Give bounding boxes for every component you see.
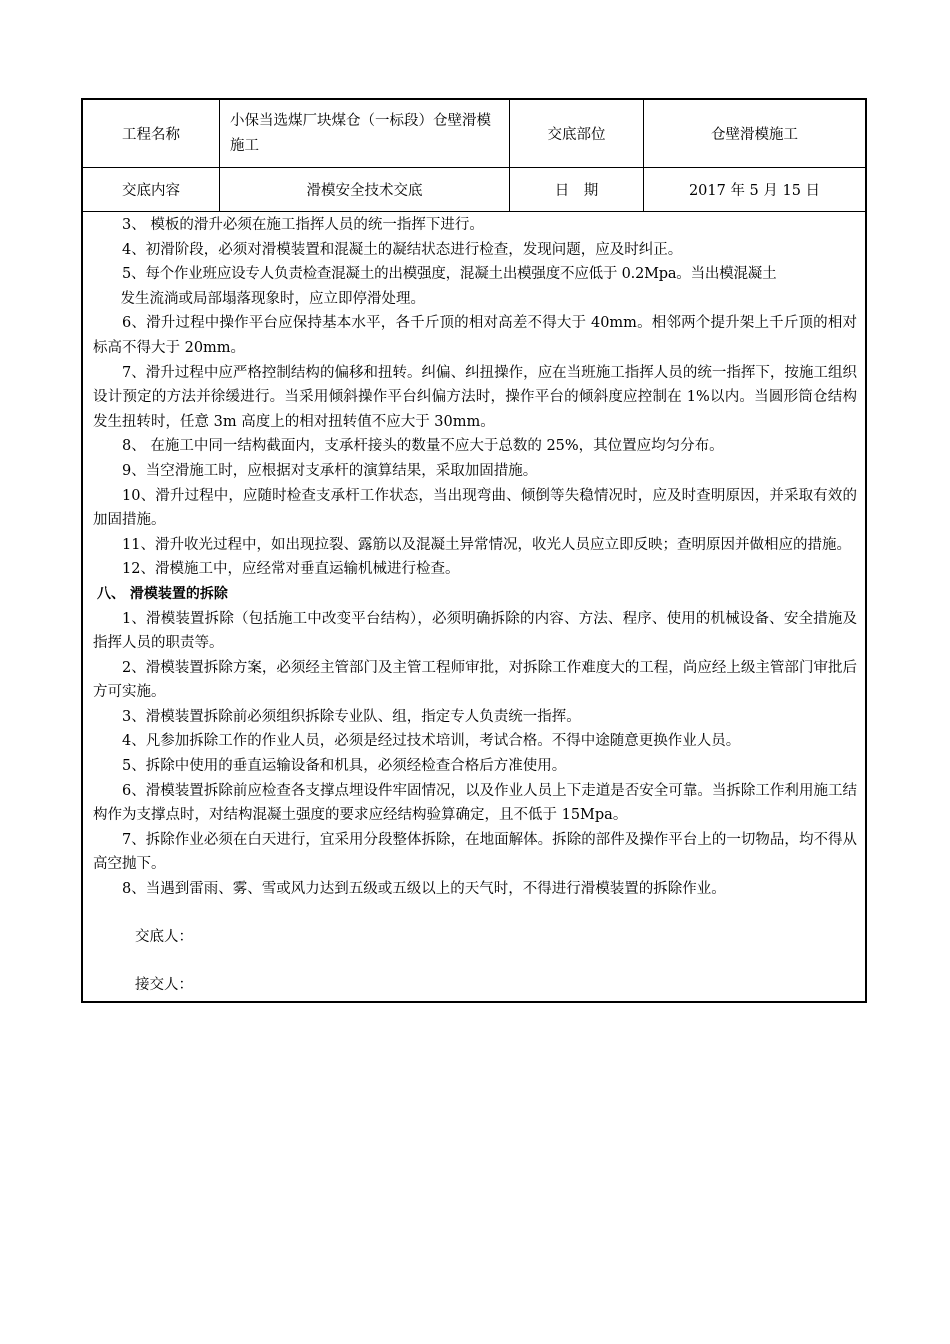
section-8-item-2: 2、滑模装置拆除方案，必须经主管部门及主管工程师审批，对拆除工作难度大的工程，尚应经上级主管部门审批后方可实施。 — [93, 659, 857, 701]
section-8-item-4: 4、凡参加拆除工作的作业人员，必须是经过技术培训，考试合格。不得中途随意更换作业人员。 — [122, 733, 741, 750]
content-label: 交底内容 — [83, 168, 220, 211]
header-row-1 — [83, 100, 865, 168]
section-8-item-8: 8、当遇到雷雨、雾、雪或风力达到五级或五级以上的天气时，不得进行滑模装置的拆除作业。 — [122, 881, 726, 898]
item-3: 3、 模板的滑升必须在施工指挥人员的统一指挥下进行。 — [122, 217, 484, 233]
item-10: 10、滑升过程中，应随时检查支承杆工作状态，当出现弯曲、倾倒等失稳情况时，应及时查明原因，并采取有效的加固措施。 — [93, 487, 857, 529]
item-6: 6、滑升过程中操作平台应保持基本水平，各千斤顶的相对高差不得大于 40mm。相邻两个提升架上千斤顶的相对标高不得大于 20mm。 — [93, 315, 857, 356]
receiver-label: 接交人： — [135, 976, 194, 993]
content-value: 滑模安全技术交底 — [220, 168, 510, 211]
signer-label: 交底人： — [135, 928, 194, 945]
item-7: 7、滑升过程中应严格控制结构的偏移和扭转。纠偏、纠扭操作，应在当班施工指挥人员的统一指挥下，按施工组织设计预定的方法并徐缓进行。当采用倾斜操作平台纠偏方法时，操作平台的倾斜度应控制在 1%以内。当圆形筒仓结构发生扭转时，任意 3m 高度上的相对扭转值不应大于 30mm。 — [93, 364, 857, 430]
date-value: 2017 年 5 月 15 日 — [688, 183, 821, 199]
item-8: 8、 在施工中同一结构截面内，支承杆接头的数量不应大于总数的 25%，其位置应均匀分布。 — [122, 438, 724, 455]
item-5-line-2: 发生流淌或局部塌落现象时，应立即停滑处理。 — [120, 290, 426, 307]
section-8-item-5: 5、拆除中使用的垂直运输设备和机具，必须经检查合格后方准使用。 — [122, 758, 567, 775]
item-11: 11、滑升收光过程中，如出现拉裂、露筋以及混凝土异常情况，收光人员应立即反映；查明原因并做相应的措施。 — [122, 536, 851, 553]
header-row-2 — [83, 168, 865, 212]
item-4: 4、初滑阶段，必须对滑模装置和混凝土的凝结状态进行检查，发现问题，应及时纠正。 — [122, 241, 683, 258]
section-8-item-6: 6、滑模装置拆除前应检查各支撑点埋设件牢固情况，以及作业人员上下走道是否安全可靠。当拆除工作利用施工结构作为支撑点时，对结构混凝土强度的要求应经结构验算确定，且不低于 15Mpa。 — [93, 782, 857, 824]
item-12: 12、滑模施工中，应经常对垂直运输机械进行检查。 — [122, 561, 460, 578]
section-8-item-7: 7、拆除作业必须在白天进行，宜采用分段整体拆除，在地面解体。拆除的部件及操作平台上的一切物品，均不得从高空抛下。 — [93, 831, 857, 873]
location-label: 交底部位 — [510, 100, 644, 167]
disclosure-table — [81, 98, 867, 1003]
project-name-value: 小保当选煤厂块煤仓（一标段）仓壁滑模施工 — [220, 100, 510, 167]
item-5-line-1: 5、每个作业班应设专人负责检查混凝土的出模强度，混凝土出模强度不应低于 0.2Mpa。当出模混凝土 — [122, 266, 777, 283]
date-label: 日 期 — [510, 168, 644, 211]
disclosure-body — [83, 212, 865, 1001]
item-9: 9、当空滑施工时，应根据对支承杆的演算结果，采取加固措施。 — [122, 462, 538, 479]
section-8-heading: 八、 滑模装置的拆除 — [97, 585, 228, 602]
signature-block — [93, 925, 857, 997]
location-value: 仓壁滑模施工 — [711, 127, 798, 143]
section-8-item-3: 3、滑模装置拆除前必须组织拆除专业队、组，指定专人负责统一指挥。 — [122, 708, 581, 725]
section-8-item-1: 1、滑模装置拆除（包括施工中改变平台结构），必须明确拆除的内容、方法、程序、使用的机械设备、安全措施及指挥人员的职责等。 — [93, 610, 857, 652]
project-name-label: 工程名称 — [83, 100, 220, 167]
